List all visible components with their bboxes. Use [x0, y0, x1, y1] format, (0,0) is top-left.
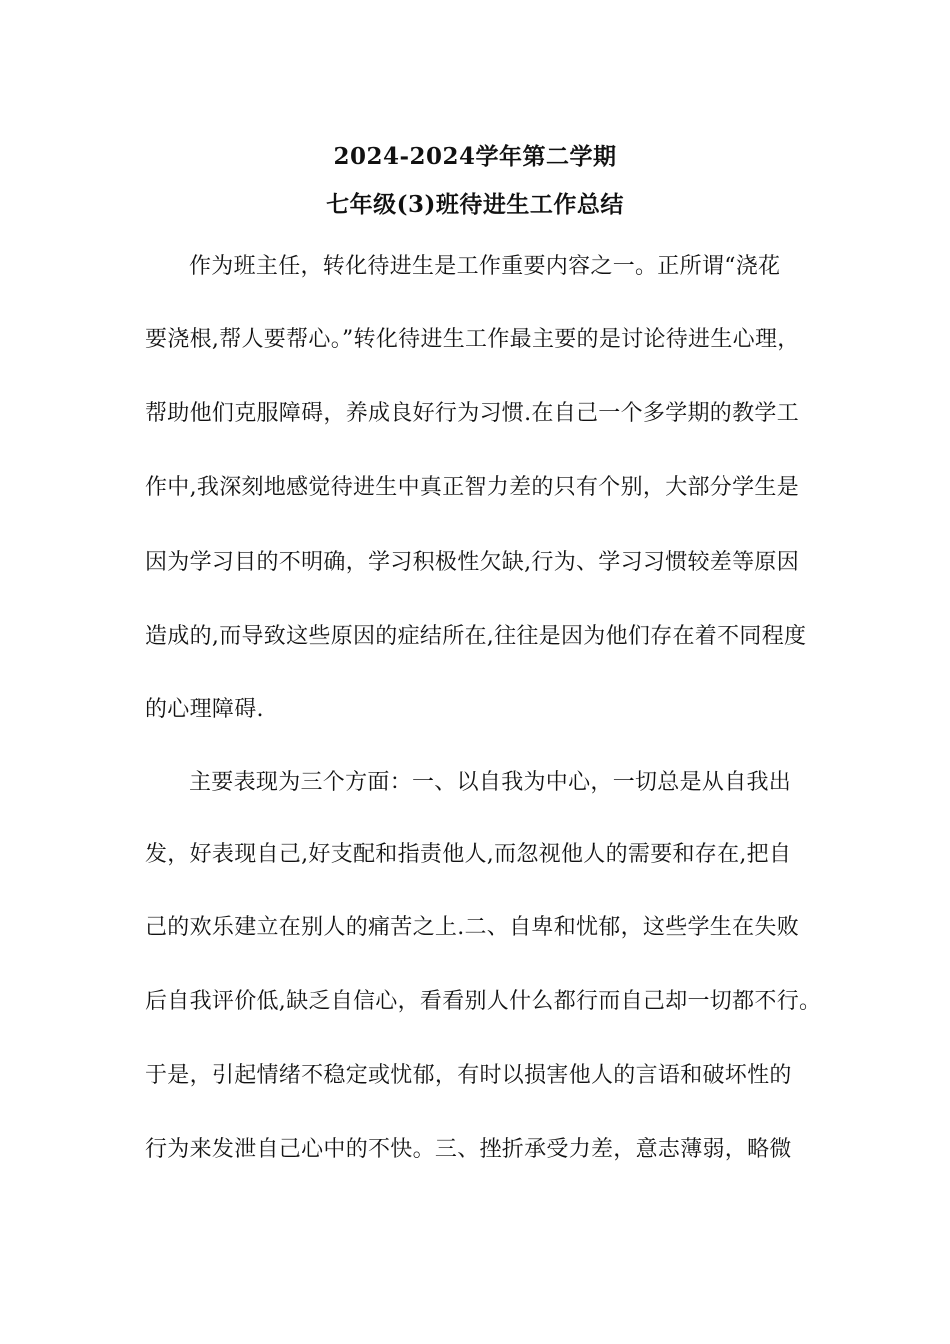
paragraph-line: 行为来发泄自己心中的不快。三、挫折承受力差，意志薄弱，略微	[145, 1137, 792, 1162]
paragraph-line: 发，好表现自己,好支配和指责他人,而忽视他人的需要和存在,把自	[145, 842, 792, 867]
paragraph-line: 造成的,而导致这些原因的症结所在,往往是因为他们存在着不同程度	[145, 624, 807, 649]
paragraph-line: 的心理障碍.	[145, 697, 264, 722]
paragraph-line: 于是，引起情绪不稳定或忧郁，有时以损害他人的言语和破坏性的	[145, 1063, 792, 1088]
paragraph-line: 要浇根,帮人要帮心。”转化待进生工作最主要的是讨论待进生心理，	[145, 327, 800, 352]
paragraph-line: 帮助他们克服障碍，养成良好行为习惯.在自己一个多学期的教学工	[145, 401, 799, 426]
paragraph-line: 作中,我深刻地感觉待进生中真正智力差的只有个别，大部分学生是	[145, 475, 799, 500]
paragraph-line: 后自我评价低,缺乏自信心，看看别人什么都行而自己却一切都不行。	[145, 989, 822, 1014]
paragraph-line: 作为班主任，转化待进生是工作重要内容之一。正所谓“浇花	[189, 254, 781, 279]
paragraph-line: 己的欢乐建立在别人的痛苦之上.二、自卑和忧郁，这些学生在失败	[145, 915, 799, 940]
document-title-summary: 七年级(3)班待进生工作总结	[326, 191, 624, 218]
paragraph-line: 主要表现为三个方面：一、以自我为中心，一切总是从自我出	[189, 770, 792, 795]
paragraph-line: 因为学习目的不明确，学习积极性欠缺,行为、学习习惯较差等原因	[145, 550, 799, 575]
document-title-term: 2024-2024学年第二学期	[333, 143, 617, 170]
